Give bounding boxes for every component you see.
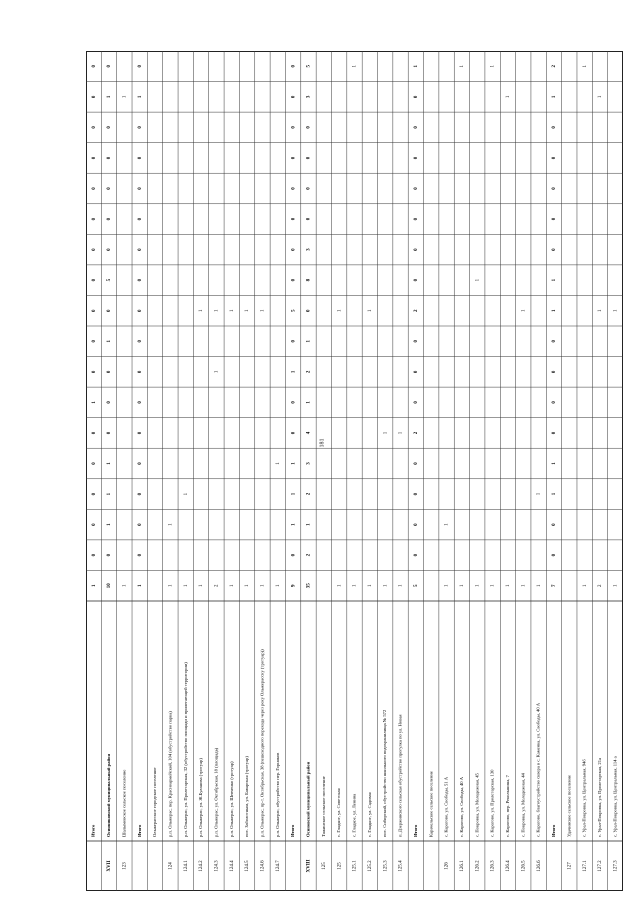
value-cell: 1 <box>107 492 113 496</box>
value-cell: 2 <box>598 584 604 587</box>
row-name: Ольжерасское городское поселение <box>152 767 158 837</box>
value-cell: 0 <box>414 156 420 160</box>
value-cell: 0 <box>414 462 420 465</box>
value-cell: 0 <box>137 370 143 374</box>
value-cell: 1 <box>168 584 174 587</box>
value-cell: 1 <box>506 584 512 587</box>
value-cell: 2 <box>414 431 420 435</box>
value-cell: 0 <box>91 95 97 99</box>
value-cell: 1 <box>613 309 619 312</box>
value-cell: 0 <box>291 431 297 435</box>
value-cell: 10 <box>107 583 113 589</box>
value-cell: 0 <box>91 126 97 129</box>
value-cell: 0 <box>552 523 558 526</box>
value-cell: 1 <box>199 584 205 587</box>
value-cell: 1 <box>398 584 404 587</box>
row-name: Итого <box>90 824 96 837</box>
value-cell: 1 <box>91 584 97 587</box>
value-cell: 0 <box>91 492 97 496</box>
value-cell: 0 <box>291 156 297 160</box>
value-cell: 0 <box>552 431 558 435</box>
value-cell: 0 <box>306 309 312 312</box>
row-number: 124.4 <box>229 860 235 872</box>
value-cell: 0 <box>552 370 558 374</box>
value-cell: 4 <box>306 431 312 435</box>
value-cell: 1 <box>582 65 588 68</box>
value-cell: 0 <box>414 340 420 343</box>
value-cell: 0 <box>91 431 97 435</box>
value-cell: 5 <box>414 584 420 587</box>
value-cell: 1 <box>460 584 466 587</box>
value-cell: 0 <box>137 462 143 465</box>
value-cell: 0 <box>414 553 420 557</box>
row-number: 126.2 <box>475 860 481 872</box>
value-cell: 1 <box>521 309 527 312</box>
value-cell: 0 <box>306 156 312 160</box>
value-cell: 1 <box>214 370 220 374</box>
value-cell: 0 <box>137 309 143 312</box>
row-name: с. Каратово, ул. Пролетарская, 130 <box>489 769 495 837</box>
row-name: Итого <box>551 824 557 837</box>
value-cell: 0 <box>306 187 312 190</box>
value-cell: 8 <box>306 278 312 282</box>
value-cell: 0 <box>291 553 297 557</box>
row-number: 125.1 <box>352 860 358 872</box>
value-cell: 0 <box>137 431 143 435</box>
value-cell: 1 <box>490 584 496 587</box>
value-cell: 0 <box>91 65 97 68</box>
value-cell: 0 <box>91 248 97 251</box>
row-name: р.п. Ольжерас, ул. Пролетарская, 32 (обустройство площади и прилегающей территории) <box>182 662 188 837</box>
value-cell: 0 <box>107 553 113 557</box>
value-cell: 1 <box>107 95 113 99</box>
value-cell: 1 <box>367 584 373 587</box>
value-cell: 1 <box>275 462 281 465</box>
value-cell: 1 <box>122 95 128 99</box>
value-cell: 1 <box>475 278 481 282</box>
value-cell: 0 <box>414 492 420 496</box>
value-cell: 0 <box>137 523 143 526</box>
value-cell: 0 <box>552 401 558 404</box>
row-name: п. Дзержинского сельская обустройство прогулка по ул. Новая <box>397 714 403 837</box>
value-cell: 0 <box>137 65 143 68</box>
value-cell: 0 <box>414 248 420 251</box>
value-cell: 0 <box>91 462 97 465</box>
value-cell: 0 <box>414 278 420 282</box>
value-cell: 1 <box>598 309 604 312</box>
value-cell: 1 <box>337 584 343 587</box>
value-cell: 1 <box>582 584 588 587</box>
row-number: 124 <box>168 862 174 870</box>
row-name: Карачельское сельское поселение <box>428 771 434 837</box>
value-cell: 2 <box>414 309 420 312</box>
value-cell: 5 <box>107 278 113 282</box>
value-cell: 0 <box>137 187 143 190</box>
value-cell: 1 <box>107 462 113 465</box>
value-cell: 1 <box>536 584 542 587</box>
value-cell: 1 <box>275 584 281 587</box>
value-cell: 0 <box>414 523 420 526</box>
value-cell: 0 <box>291 340 297 343</box>
row-number: 126.1 <box>460 860 466 872</box>
value-cell: 0 <box>137 278 143 282</box>
value-cell: 1 <box>137 584 143 587</box>
value-cell: 0 <box>107 187 113 190</box>
value-cell: 0 <box>306 217 312 221</box>
row-number: 125.2 <box>367 860 373 872</box>
row-number: 126.4 <box>506 860 512 872</box>
value-cell: 0 <box>414 217 420 221</box>
row-number: 126.5 <box>521 860 527 872</box>
value-cell: 0 <box>552 340 558 343</box>
row-name: с. Урал-Покровка, ул. Центральная, 114 а <box>612 756 618 837</box>
value-cell: 0 <box>552 248 558 251</box>
row-name: Итого <box>412 824 418 837</box>
value-cell: 1 <box>475 584 481 587</box>
row-name: с. Каратово, благоустройство сквера в с. Каменка, ул. Свободы, 40 А <box>535 702 541 837</box>
value-cell: 0 <box>291 248 297 251</box>
value-cell: 0 <box>137 492 143 496</box>
value-cell: 1 <box>460 65 466 68</box>
value-cell: 7 <box>552 584 558 587</box>
value-cell: 1 <box>383 584 389 587</box>
value-cell: 1 <box>91 401 97 404</box>
row-number: 125 <box>337 862 343 870</box>
value-cell: 1 <box>183 584 189 587</box>
value-cell: 0 <box>91 523 97 526</box>
value-cell: 1 <box>107 340 113 343</box>
value-cell: 0 <box>414 187 420 190</box>
value-cell: 2 <box>306 553 312 557</box>
row-name: пос. Сибирский, обустройство школьного водохранилища № 572 <box>382 709 388 837</box>
value-cell: 1 <box>613 584 619 587</box>
value-cell: 1 <box>260 584 266 587</box>
value-cell: 1 <box>444 523 450 526</box>
value-cell: 0 <box>107 217 113 221</box>
row-number: 126.3 <box>490 860 496 872</box>
value-cell: 0 <box>552 126 558 129</box>
value-cell: 0 <box>291 217 297 221</box>
value-cell: 0 <box>137 401 143 404</box>
value-cell: 1 <box>552 278 558 282</box>
value-cell: 1 <box>122 584 128 587</box>
value-cell: 0 <box>137 553 143 557</box>
value-cell: 0 <box>306 126 312 129</box>
row-number: 124.6 <box>260 860 266 872</box>
page-number: 181 <box>319 438 326 448</box>
value-cell: 1 <box>229 584 235 587</box>
value-cell: 1 <box>352 65 358 68</box>
table-grid <box>86 51 623 891</box>
value-cell: 1 <box>199 309 205 312</box>
row-number: 127.2 <box>598 860 604 872</box>
row-number: 123 <box>122 862 128 870</box>
row-name: с. Каратово, ул. Свободы, 40 А <box>458 776 464 837</box>
value-cell: 0 <box>91 187 97 190</box>
row-name: пос. Заболотным, ул. Баварская (тротуар) <box>244 756 250 837</box>
value-cell: 0 <box>91 340 97 343</box>
row-name: с. Гладкое, ул. Советская <box>336 788 342 837</box>
value-cell: 1 <box>383 431 389 435</box>
value-cell: 1 <box>306 340 312 343</box>
value-cell: 0 <box>107 65 113 68</box>
value-cell: 3 <box>306 462 312 465</box>
value-cell: 1 <box>245 309 251 312</box>
value-cell: 1 <box>552 309 558 312</box>
value-cell: 0 <box>107 309 113 312</box>
row-name: Итого <box>290 824 296 837</box>
value-cell: 5 <box>306 65 312 68</box>
row-name: Осиновский муниципальный район <box>305 761 311 837</box>
value-cell: 0 <box>137 217 143 221</box>
value-cell: 1 <box>367 309 373 312</box>
value-cell: 1 <box>598 95 604 99</box>
row-name: с. Покровка, ул. Молодежная, 44 <box>520 773 526 837</box>
value-cell: 0 <box>291 65 297 68</box>
row-number: 124.7 <box>275 860 281 872</box>
row-number: XVIII <box>306 859 312 873</box>
value-cell: 0 <box>107 431 113 435</box>
value-cell: 0 <box>414 401 420 404</box>
value-cell: 0 <box>107 401 113 404</box>
row-name: р.п. Ольжерас, пр-т. Октябрьская, 38 (пешеходного перехода через реку Ольжерасску (тротуар)) <box>259 649 265 837</box>
value-cell: 1 <box>245 584 251 587</box>
value-cell: 1 <box>506 95 512 99</box>
row-number: 126.6 <box>536 860 542 872</box>
value-cell: 1 <box>137 95 143 99</box>
value-cell: 0 <box>414 95 420 99</box>
row-number: 124.1 <box>183 860 189 872</box>
value-cell: 3 <box>306 248 312 251</box>
row-number: 127 <box>567 862 573 870</box>
value-cell: 1 <box>490 65 496 68</box>
value-cell: 0 <box>107 156 113 160</box>
value-cell: 0 <box>291 187 297 190</box>
row-number: 125.3 <box>383 860 389 872</box>
value-cell: 0 <box>414 126 420 129</box>
value-cell: 0 <box>107 126 113 129</box>
value-cell: 1 <box>291 462 297 465</box>
value-cell: 2 <box>306 492 312 496</box>
value-cell: 1 <box>214 309 220 312</box>
row-name: Итого <box>136 824 142 837</box>
value-cell: 0 <box>414 370 420 374</box>
row-name: с. Урал-Покровка, ул. Пролетарская, 21а <box>597 757 603 837</box>
value-cell: 0 <box>137 126 143 129</box>
row-number: 125 <box>321 862 327 870</box>
rotated-table <box>86 51 623 891</box>
row-name: р.п. Ольжерас, пер. Красноармейский, 104 (обустройство парка) <box>167 711 173 837</box>
value-cell: 0 <box>107 370 113 374</box>
value-cell: 1 <box>291 492 297 496</box>
row-name: с. Каратово, пер. Рекольшина, 7 <box>504 775 510 837</box>
value-cell: 0 <box>552 187 558 190</box>
value-cell: 2 <box>552 65 558 68</box>
value-cell: 0 <box>91 553 97 557</box>
value-cell: 0 <box>552 156 558 160</box>
row-name: с. Гладкое, ул. Садовая <box>366 792 372 837</box>
row-number: XVII <box>107 860 113 872</box>
value-cell: 1 <box>352 584 358 587</box>
value-cell: 3 <box>306 95 312 99</box>
value-cell: 9 <box>291 584 297 587</box>
value-cell: 0 <box>91 309 97 312</box>
row-number: 124.2 <box>199 860 205 872</box>
row-name: с. Каратово, ул. Свободы, 51 А <box>443 776 449 837</box>
value-cell: 0 <box>552 217 558 221</box>
value-cell: 0 <box>291 278 297 282</box>
row-number: 127.3 <box>613 860 619 872</box>
value-cell: 1 <box>552 492 558 496</box>
value-cell: 0 <box>137 156 143 160</box>
value-cell: 1 <box>414 65 420 68</box>
value-cell: 1 <box>183 492 189 496</box>
value-cell: 1 <box>306 401 312 404</box>
value-cell: 0 <box>137 340 143 343</box>
row-name: р.п. Ольжерас, обустройство пер. Горняков <box>274 752 280 837</box>
value-cell: 1 <box>229 309 235 312</box>
row-number: 127.1 <box>582 860 588 872</box>
value-cell: 1 <box>306 523 312 526</box>
row-name: Осинниковский муниципальный район <box>106 753 112 837</box>
value-cell: 1 <box>337 309 343 312</box>
value-cell: 0 <box>91 217 97 221</box>
row-number: 124.5 <box>245 860 251 872</box>
row-name: р.п. Ольжерас, ул. Шевченко (тротуар) <box>228 761 234 837</box>
row-name: с. Покровка, ул. Молодежная, 45 <box>474 773 480 837</box>
value-cell: 0 <box>291 401 297 404</box>
row-name: Тяжинское сельское поселение <box>320 776 326 837</box>
row-name: Удачинское сельское поселение <box>566 775 572 837</box>
row-number: 126 <box>444 862 450 870</box>
value-cell: 5 <box>291 309 297 312</box>
value-cell: 1 <box>552 95 558 99</box>
value-cell: 1 <box>552 462 558 465</box>
value-cell: 1 <box>291 370 297 374</box>
value-cell: 2 <box>306 370 312 374</box>
value-cell: 0 <box>552 553 558 557</box>
value-cell: 0 <box>137 248 143 251</box>
row-name: с. Урал-Покровка, ул. Центральная, 94б <box>581 759 587 837</box>
value-cell: 1 <box>291 523 297 526</box>
value-cell: 2 <box>214 584 220 587</box>
value-cell: 1 <box>107 523 113 526</box>
value-cell: 0 <box>91 156 97 160</box>
row-name: Шалымовское сельское поселение <box>121 769 127 837</box>
row-number: 124.3 <box>214 860 220 872</box>
value-cell: 35 <box>306 583 312 589</box>
value-cell: 0 <box>91 370 97 374</box>
value-cell: 0 <box>91 278 97 282</box>
value-cell: 0 <box>107 248 113 251</box>
value-cell: 0 <box>291 95 297 99</box>
value-cell: 1 <box>398 431 404 435</box>
row-number: 125.4 <box>398 860 404 872</box>
value-cell: 1 <box>260 309 266 312</box>
value-cell: 1 <box>521 584 527 587</box>
row-name: р.п. Ольжерас, ул. Ж.Буланова (тротуар) <box>198 758 204 837</box>
value-cell: 1 <box>536 492 542 496</box>
row-name: с. Гладкое, ул. Ленина <box>351 793 357 837</box>
value-cell: 0 <box>291 126 297 129</box>
value-cell: 1 <box>168 523 174 526</box>
value-cell: 1 <box>444 584 450 587</box>
row-name: р.п. Ольжерас, ул. Октябрьская, 18 (площадь) <box>213 747 219 837</box>
